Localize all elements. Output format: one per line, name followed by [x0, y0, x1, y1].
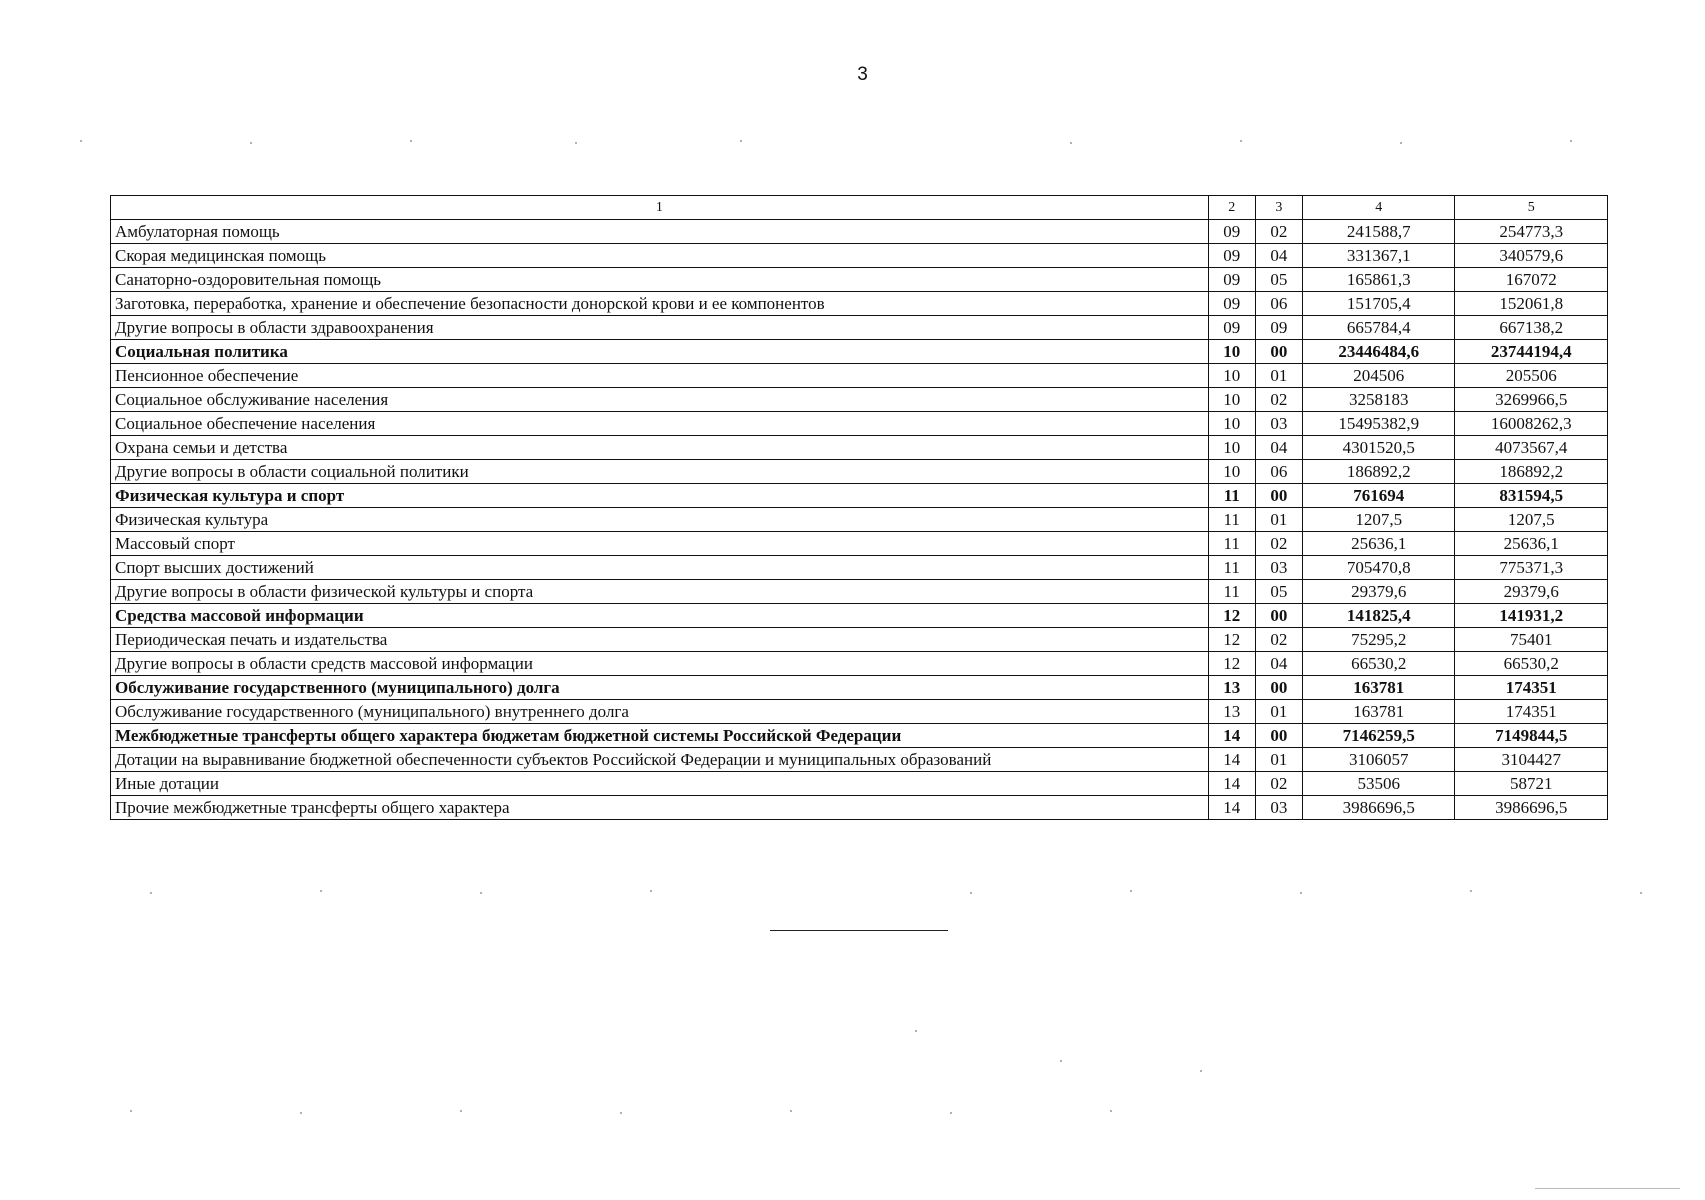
row-name-cell: Прочие межбюджетные трансферты общего характера [111, 796, 1209, 820]
row-value-col5-cell: 186892,2 [1455, 460, 1608, 484]
row-name-cell: Другие вопросы в области физической культуры и спорта [111, 580, 1209, 604]
row-value-col4-cell: 29379,6 [1302, 580, 1455, 604]
row-value-col5-cell: 167072 [1455, 268, 1608, 292]
row-name-cell: Другие вопросы в области социальной политики [111, 460, 1209, 484]
table-row [111, 508, 1608, 532]
row-section-cell: 14 [1208, 748, 1255, 772]
row-subsection-cell: 01 [1255, 748, 1302, 772]
table-row [111, 556, 1608, 580]
row-section-cell: 10 [1208, 340, 1255, 364]
row-value-col4-cell: 23446484,6 [1302, 340, 1455, 364]
table-row [111, 628, 1608, 652]
row-subsection-cell: 04 [1255, 652, 1302, 676]
row-value-col5-cell: 3986696,5 [1455, 796, 1608, 820]
table-row [111, 724, 1608, 748]
row-value-col4-cell: 331367,1 [1302, 244, 1455, 268]
table-row [111, 532, 1608, 556]
row-value-col5-cell: 152061,8 [1455, 292, 1608, 316]
row-subsection-cell: 02 [1255, 220, 1302, 244]
row-value-col4-cell: 4301520,5 [1302, 436, 1455, 460]
table-row [111, 700, 1608, 724]
row-name-cell: Санаторно-оздоровительная помощь [111, 268, 1209, 292]
row-section-cell: 13 [1208, 700, 1255, 724]
table-row [111, 652, 1608, 676]
table-row [111, 748, 1608, 772]
row-subsection-cell: 05 [1255, 580, 1302, 604]
row-section-cell: 10 [1208, 388, 1255, 412]
row-value-col5-cell: 23744194,4 [1455, 340, 1608, 364]
row-section-cell: 09 [1208, 268, 1255, 292]
row-subsection-cell: 01 [1255, 700, 1302, 724]
row-section-cell: 14 [1208, 772, 1255, 796]
row-value-col5-cell: 29379,6 [1455, 580, 1608, 604]
row-value-col4-cell: 25636,1 [1302, 532, 1455, 556]
row-subsection-cell: 00 [1255, 724, 1302, 748]
table-header-row [111, 196, 1608, 220]
row-value-col5-cell: 141931,2 [1455, 604, 1608, 628]
row-section-cell: 09 [1208, 316, 1255, 340]
row-value-col5-cell: 25636,1 [1455, 532, 1608, 556]
row-value-col5-cell: 16008262,3 [1455, 412, 1608, 436]
row-name-cell: Обслуживание государственного (муниципального) долга [111, 676, 1209, 700]
row-value-col4-cell: 186892,2 [1302, 460, 1455, 484]
row-section-cell: 11 [1208, 532, 1255, 556]
row-value-col5-cell: 340579,6 [1455, 244, 1608, 268]
row-name-cell: Социальное обслуживание населения [111, 388, 1209, 412]
row-subsection-cell: 00 [1255, 676, 1302, 700]
table-row [111, 292, 1608, 316]
table-row [111, 484, 1608, 508]
row-value-col4-cell: 705470,8 [1302, 556, 1455, 580]
row-subsection-cell: 02 [1255, 628, 1302, 652]
row-value-col5-cell: 254773,3 [1455, 220, 1608, 244]
row-section-cell: 12 [1208, 604, 1255, 628]
row-value-col4-cell: 241588,7 [1302, 220, 1455, 244]
row-name-cell: Другие вопросы в области средств массовой информации [111, 652, 1209, 676]
row-name-cell: Скорая медицинская помощь [111, 244, 1209, 268]
row-value-col5-cell: 4073567,4 [1455, 436, 1608, 460]
row-value-col4-cell: 75295,2 [1302, 628, 1455, 652]
row-value-col5-cell: 1207,5 [1455, 508, 1608, 532]
row-value-col4-cell: 761694 [1302, 484, 1455, 508]
row-section-cell: 10 [1208, 436, 1255, 460]
row-name-cell: Спорт высших достижений [111, 556, 1209, 580]
row-subsection-cell: 00 [1255, 604, 1302, 628]
row-subsection-cell: 06 [1255, 460, 1302, 484]
row-section-cell: 11 [1208, 484, 1255, 508]
table-row [111, 580, 1608, 604]
row-name-cell: Средства массовой информации [111, 604, 1209, 628]
row-value-col4-cell: 3106057 [1302, 748, 1455, 772]
header-col-2: 2 [1208, 196, 1255, 220]
row-subsection-cell: 04 [1255, 436, 1302, 460]
row-value-col4-cell: 163781 [1302, 700, 1455, 724]
row-subsection-cell: 06 [1255, 292, 1302, 316]
row-subsection-cell: 02 [1255, 388, 1302, 412]
row-section-cell: 14 [1208, 796, 1255, 820]
row-section-cell: 12 [1208, 628, 1255, 652]
row-section-cell: 11 [1208, 508, 1255, 532]
row-section-cell: 12 [1208, 652, 1255, 676]
row-name-cell: Физическая культура и спорт [111, 484, 1209, 508]
end-separator-line [770, 930, 948, 931]
row-section-cell: 09 [1208, 220, 1255, 244]
table-row [111, 772, 1608, 796]
row-subsection-cell: 00 [1255, 484, 1302, 508]
row-section-cell: 10 [1208, 412, 1255, 436]
row-value-col5-cell: 7149844,5 [1455, 724, 1608, 748]
row-name-cell: Социальная политика [111, 340, 1209, 364]
table-row [111, 676, 1608, 700]
row-value-col5-cell: 3104427 [1455, 748, 1608, 772]
row-subsection-cell: 04 [1255, 244, 1302, 268]
row-name-cell: Дотации на выравнивание бюджетной обеспеченности субъектов Российской Федерации и муниципальных образований [111, 748, 1209, 772]
row-name-cell: Периодическая печать и издательства [111, 628, 1209, 652]
table-row [111, 436, 1608, 460]
row-subsection-cell: 09 [1255, 316, 1302, 340]
table-row [111, 268, 1608, 292]
row-value-col5-cell: 66530,2 [1455, 652, 1608, 676]
page-number: 3 [857, 64, 868, 85]
row-subsection-cell: 01 [1255, 364, 1302, 388]
row-section-cell: 13 [1208, 676, 1255, 700]
table-row [111, 316, 1608, 340]
table-row [111, 460, 1608, 484]
corner-line [1535, 1188, 1680, 1189]
row-subsection-cell: 03 [1255, 796, 1302, 820]
row-name-cell: Амбулаторная помощь [111, 220, 1209, 244]
row-value-col5-cell: 58721 [1455, 772, 1608, 796]
table-row [111, 220, 1608, 244]
row-subsection-cell: 02 [1255, 532, 1302, 556]
row-value-col4-cell: 3258183 [1302, 388, 1455, 412]
row-section-cell: 10 [1208, 460, 1255, 484]
row-value-col4-cell: 7146259,5 [1302, 724, 1455, 748]
table-body [111, 220, 1608, 820]
row-value-col4-cell: 3986696,5 [1302, 796, 1455, 820]
table-row [111, 364, 1608, 388]
row-section-cell: 09 [1208, 292, 1255, 316]
row-section-cell: 10 [1208, 364, 1255, 388]
row-name-cell: Иные дотации [111, 772, 1209, 796]
row-value-col4-cell: 66530,2 [1302, 652, 1455, 676]
row-value-col5-cell: 75401 [1455, 628, 1608, 652]
row-name-cell: Охрана семьи и детства [111, 436, 1209, 460]
row-value-col4-cell: 1207,5 [1302, 508, 1455, 532]
row-subsection-cell: 03 [1255, 412, 1302, 436]
row-value-col5-cell: 667138,2 [1455, 316, 1608, 340]
row-value-col5-cell: 174351 [1455, 700, 1608, 724]
row-name-cell: Пенсионное обеспечение [111, 364, 1209, 388]
table-row [111, 388, 1608, 412]
row-name-cell: Обслуживание государственного (муниципального) внутреннего долга [111, 700, 1209, 724]
row-subsection-cell: 01 [1255, 508, 1302, 532]
row-value-col4-cell: 204506 [1302, 364, 1455, 388]
row-subsection-cell: 00 [1255, 340, 1302, 364]
table-row [111, 604, 1608, 628]
row-subsection-cell: 03 [1255, 556, 1302, 580]
row-name-cell: Массовый спорт [111, 532, 1209, 556]
row-value-col4-cell: 165861,3 [1302, 268, 1455, 292]
row-section-cell: 11 [1208, 556, 1255, 580]
table-row [111, 796, 1608, 820]
budget-table [110, 195, 1608, 820]
row-value-col4-cell: 151705,4 [1302, 292, 1455, 316]
row-name-cell: Межбюджетные трансферты общего характера бюджетам бюджетной системы Российской Федерации [111, 724, 1209, 748]
row-subsection-cell: 02 [1255, 772, 1302, 796]
row-value-col5-cell: 831594,5 [1455, 484, 1608, 508]
row-value-col4-cell: 15495382,9 [1302, 412, 1455, 436]
row-value-col5-cell: 174351 [1455, 676, 1608, 700]
row-section-cell: 09 [1208, 244, 1255, 268]
header-col-5: 5 [1455, 196, 1608, 220]
row-name-cell: Другие вопросы в области здравоохранения [111, 316, 1209, 340]
header-col-3: 3 [1255, 196, 1302, 220]
row-value-col4-cell: 163781 [1302, 676, 1455, 700]
row-value-col4-cell: 141825,4 [1302, 604, 1455, 628]
row-name-cell: Заготовка, переработка, хранение и обеспечение безопасности донорской крови и ее компонентов [111, 292, 1209, 316]
row-value-col5-cell: 3269966,5 [1455, 388, 1608, 412]
row-value-col4-cell: 53506 [1302, 772, 1455, 796]
table-row [111, 412, 1608, 436]
row-value-col5-cell: 205506 [1455, 364, 1608, 388]
table-row [111, 244, 1608, 268]
row-value-col4-cell: 665784,4 [1302, 316, 1455, 340]
row-section-cell: 11 [1208, 580, 1255, 604]
header-col-1: 1 [111, 196, 1209, 220]
row-name-cell: Социальное обеспечение населения [111, 412, 1209, 436]
header-col-4: 4 [1302, 196, 1455, 220]
row-name-cell: Физическая культура [111, 508, 1209, 532]
row-section-cell: 14 [1208, 724, 1255, 748]
table-row [111, 340, 1608, 364]
row-value-col5-cell: 775371,3 [1455, 556, 1608, 580]
row-subsection-cell: 05 [1255, 268, 1302, 292]
